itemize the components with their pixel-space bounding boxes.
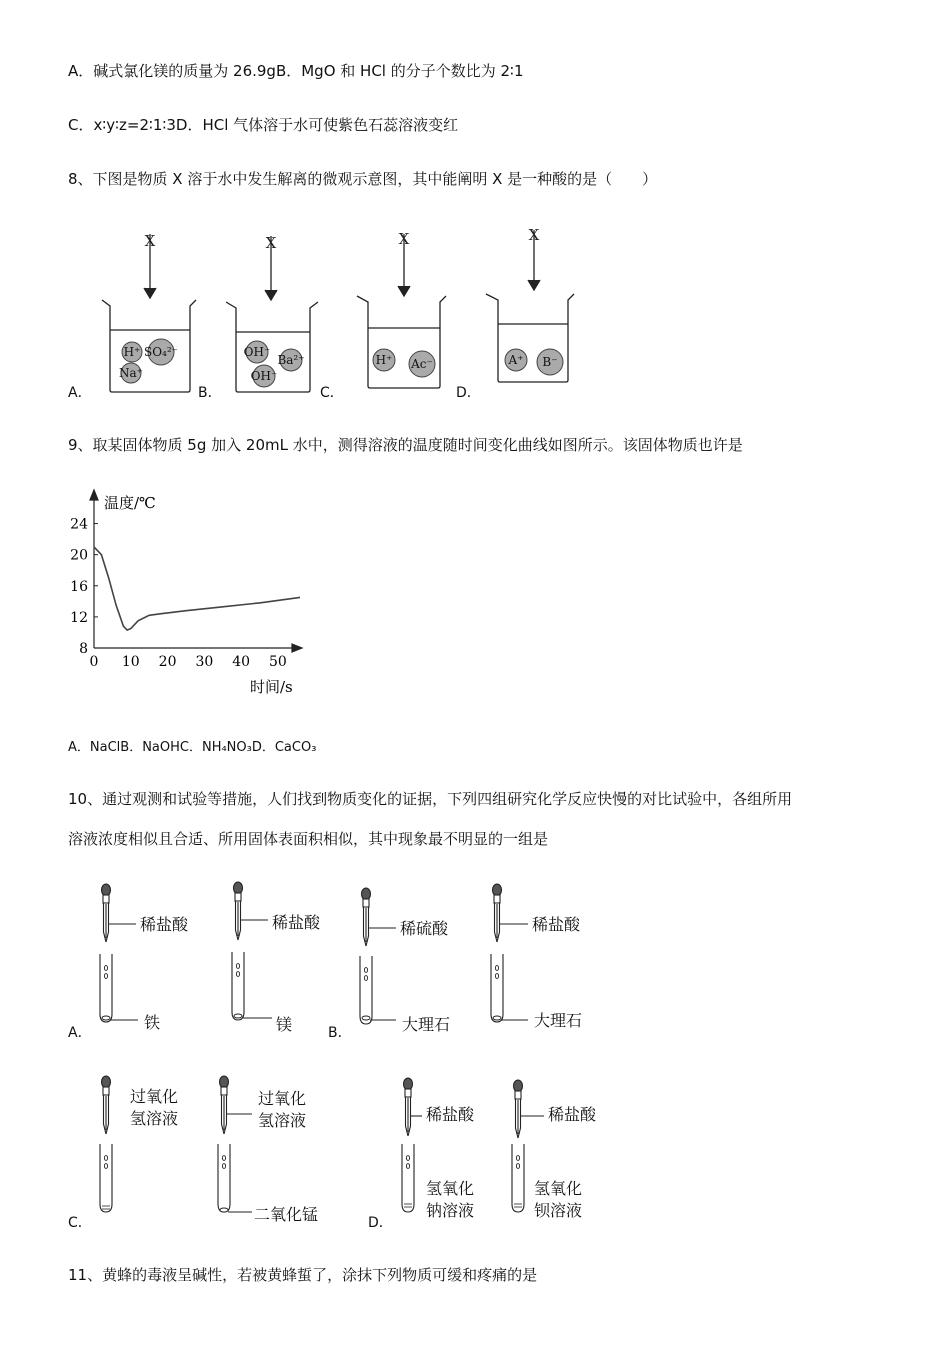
label-c1a: 过氧化 <box>130 1087 179 1106</box>
question-10-line1: 10、通过观测和试验等措施，人们找到物质变化的证据，下列四组研究化学反应快慢的对比试验中，各组所用 <box>68 790 793 808</box>
label-c2b: 氢溶液 <box>258 1111 307 1130</box>
q8-option-a: A． <box>68 385 92 401</box>
q8-option-c: C． <box>320 385 344 401</box>
x-axis-arrow <box>292 644 302 652</box>
x-label-d: X <box>528 226 540 244</box>
q10-apparatus <box>0 870 950 1240</box>
x-tick-label: 40 <box>232 654 251 670</box>
y-tick-label: 16 <box>70 578 88 595</box>
x-tick-label: 30 <box>195 654 214 670</box>
label-d4a: 氢氧化 <box>534 1179 583 1198</box>
q8-option-d: D． <box>456 385 481 401</box>
option-line-cd: C．x∶y∶z=2∶1∶3D．HCl 气体溶于水可使紫色石蕊溶液变红 <box>68 116 459 134</box>
ion-b2: Ba²⁺ <box>277 353 305 367</box>
label-d1: 稀盐酸 <box>426 1105 475 1124</box>
question-11: 11、黄蜂的毒液呈碱性，若被黄蜂蜇了，涂抹下列物质可缓和疼痛的是 <box>68 1266 538 1284</box>
ion-c1: H⁺ <box>375 353 393 367</box>
beaker-c <box>357 296 446 388</box>
question-8: 8、下图是物质 X 溶于水中发生解离的微观示意图，其中能阐明 X 是一种酸的是（ ） <box>68 170 658 188</box>
label-d4b: 钡溶液 <box>534 1201 583 1220</box>
label-c2a: 过氧化 <box>258 1089 307 1108</box>
y-axis-label: 温度/℃ <box>104 494 156 512</box>
y-tick-label: 12 <box>70 609 88 626</box>
label-d2a: 氢氧化 <box>426 1179 475 1198</box>
q10-option-b: B． <box>328 1025 352 1041</box>
y-tick-label: 8 <box>79 641 88 657</box>
q10-option-c: C． <box>68 1215 92 1231</box>
option-line-ab: A．碱式氯化镁的质量为 26.9gB．MgO 和 HCl 的分子个数比为 2∶1 <box>68 62 524 80</box>
ion-d2: B⁻ <box>542 355 558 369</box>
label-b3: 稀盐酸 <box>532 915 581 934</box>
x-label-b: X <box>265 234 277 252</box>
q10-option-a: A． <box>68 1025 92 1041</box>
x-tick-label: 10 <box>121 654 140 670</box>
temperature-line <box>94 547 300 630</box>
q10-option-d: D． <box>368 1215 393 1231</box>
question-10-line2: 溶液浓度相似且合适、所用固体表面积相似，其中现象最不明显的一组是 <box>68 830 549 848</box>
label-b4: 大理石 <box>534 1011 583 1030</box>
ion-b1: OH⁻ <box>243 345 271 359</box>
x-tick-label: 50 <box>269 654 287 670</box>
label-c3: 二氧化锰 <box>254 1205 319 1224</box>
label-a1: 稀盐酸 <box>140 915 189 934</box>
x-label-a: X <box>144 232 156 250</box>
ion-c2: Ac⁻ <box>411 357 433 371</box>
label-a3: 稀盐酸 <box>272 913 321 932</box>
q8-beakers <box>0 220 950 450</box>
label-b2: 大理石 <box>402 1015 451 1034</box>
x-tick-label: 0 <box>89 654 99 670</box>
y-tick-label: 20 <box>70 547 88 564</box>
ion-a3: Na⁺ <box>119 366 143 380</box>
ion-a1: H⁺ <box>123 345 141 359</box>
question-9: 9、取某固体物质 5g 加入 20mL 水中，测得溶液的温度随时间变化曲线如图所示。该固体物质也许是 <box>68 436 743 454</box>
label-d2b: 钠溶液 <box>426 1201 475 1220</box>
ion-d1: A⁺ <box>508 353 524 367</box>
ion-b3: OH⁻ <box>250 369 278 383</box>
label-b1: 稀硫酸 <box>400 919 449 938</box>
temperature-chart <box>60 484 320 704</box>
ion-a2: SO₄²⁻ <box>143 345 179 359</box>
label-a4: 镁 <box>276 1015 293 1034</box>
x-tick-label: 20 <box>158 654 177 670</box>
q9-options: A．NaClB．NaOHC．NH₄NO₃D．CaCO₃ <box>68 740 317 755</box>
label-c1b: 氢溶液 <box>130 1109 179 1128</box>
q8-option-b: B． <box>198 385 222 401</box>
y-axis-arrow <box>90 490 98 500</box>
x-axis-label: 时间/s <box>250 678 293 696</box>
label-d3: 稀盐酸 <box>548 1105 597 1124</box>
x-label-c: X <box>398 230 410 248</box>
y-tick-label: 24 <box>70 516 88 533</box>
label-a2: 铁 <box>144 1013 161 1032</box>
